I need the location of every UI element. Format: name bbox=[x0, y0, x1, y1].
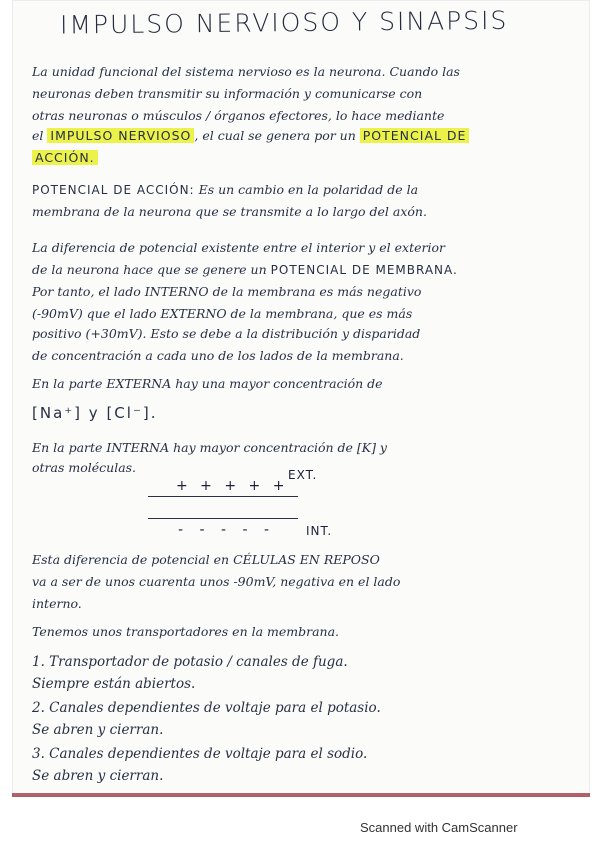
paragraph-5-line-1: En la parte INTERNA hay mayor concentración de [K] y bbox=[32, 440, 387, 455]
positive-charges: + + + + + bbox=[176, 478, 289, 494]
paragraph-3-line-1: La diferencia de potencial existente entre el interior y el exterior bbox=[32, 240, 445, 255]
paragraph-2-line-1-text: Es un cambio en la polaridad de la bbox=[198, 182, 419, 197]
page-title: IMPULSO NERVIOSO Y SINAPSIS bbox=[59, 5, 509, 40]
paragraph-3-line-2-text: de la neurona hace que se genere un bbox=[32, 262, 267, 277]
paragraph-3-line-3: Por tanto, el lado INTERNO de la membrana es más negativo bbox=[32, 284, 422, 299]
paragraph-1-line-5 bbox=[32, 150, 572, 165]
paragraph-1-line-4-prefix: el bbox=[32, 128, 44, 143]
paragraph-1-line-3: otras neuronas o músculos / órganos efectores, lo hace mediante bbox=[32, 108, 445, 123]
paragraph-1-line-4 bbox=[32, 128, 572, 143]
paragraph-4-line-1: En la parte EXTERNA hay una mayor concentración de bbox=[32, 376, 383, 391]
scanner-watermark: Scanned with CamScanner bbox=[360, 820, 518, 835]
paragraph-6-line-1: Esta diferencia de potencial en CÉLULAS EN REPOSO bbox=[32, 552, 380, 567]
membrane-outer-line bbox=[148, 496, 298, 497]
negative-charges: - - - - - bbox=[178, 522, 276, 538]
list-item-1-line-2: Siempre están abiertos. bbox=[32, 676, 196, 692]
highlight-potencial-de: POTENCIAL DE bbox=[360, 128, 470, 143]
paragraph-2-line-1 bbox=[32, 182, 572, 197]
membrane-inner-line bbox=[148, 518, 298, 519]
paragraph-6-line-3: interno. bbox=[32, 596, 82, 611]
paragraph-5-line-2: otras moléculas. bbox=[32, 460, 137, 475]
highlight-accion: ACCIÓN. bbox=[32, 150, 98, 165]
paragraph-7-line-1: Tenemos unos transportadores en la membrana. bbox=[32, 624, 340, 639]
list-item-1-line-1: 1. Transportador de potasio / canales de fuga. bbox=[32, 654, 348, 670]
list-item-3-line-1: 3. Canales dependientes de voltaje para el sodio. bbox=[32, 746, 368, 762]
list-item-2-line-1: 2. Canales dependientes de voltaje para el potasio. bbox=[32, 700, 381, 716]
membrane-diagram bbox=[148, 462, 388, 542]
list-item-2-line-2: Se abren y cierran. bbox=[32, 722, 164, 738]
page-bottom-edge bbox=[12, 793, 590, 797]
paragraph-1-line-1: La unidad funcional del sistema nervioso es la neurona. Cuando las bbox=[32, 64, 460, 79]
paragraph-1-line-2: neuronas deben transmitir su información y comunicarse con bbox=[32, 86, 423, 101]
paragraph-3-line-6: de concentración a cada uno de los lados de la membrana. bbox=[32, 348, 404, 363]
potencial-de-membrana-term: POTENCIAL DE MEMBRANA. bbox=[270, 263, 458, 277]
paragraph-4-line-2: [Na⁺] y [Cl⁻]. bbox=[32, 404, 158, 422]
paragraph-6-line-2: va a ser de unos cuarenta unos -90mV, negativa en el lado bbox=[32, 574, 401, 589]
ext-label: EXT. bbox=[288, 468, 318, 482]
int-label: INT. bbox=[306, 524, 333, 538]
paragraph-1-line-4-mid: , el cual se genera por un bbox=[194, 128, 356, 143]
paragraph-3-line-2 bbox=[32, 262, 572, 277]
paragraph-2-line-2: membrana de la neurona que se transmite a lo largo del axón. bbox=[32, 204, 427, 219]
paragraph-3-line-5: positivo (+30mV). Esto se debe a la distribución y disparidad bbox=[32, 326, 421, 341]
potencial-de-accion-heading: POTENCIAL DE ACCIÓN: bbox=[32, 183, 195, 197]
highlight-impulso-nervioso: IMPULSO NERVIOSO bbox=[47, 128, 194, 143]
paragraph-3-line-4: (-90mV) que el lado EXTERNO de la membrana, que es más bbox=[32, 306, 413, 321]
list-item-3-line-2: Se abren y cierran. bbox=[32, 768, 164, 784]
